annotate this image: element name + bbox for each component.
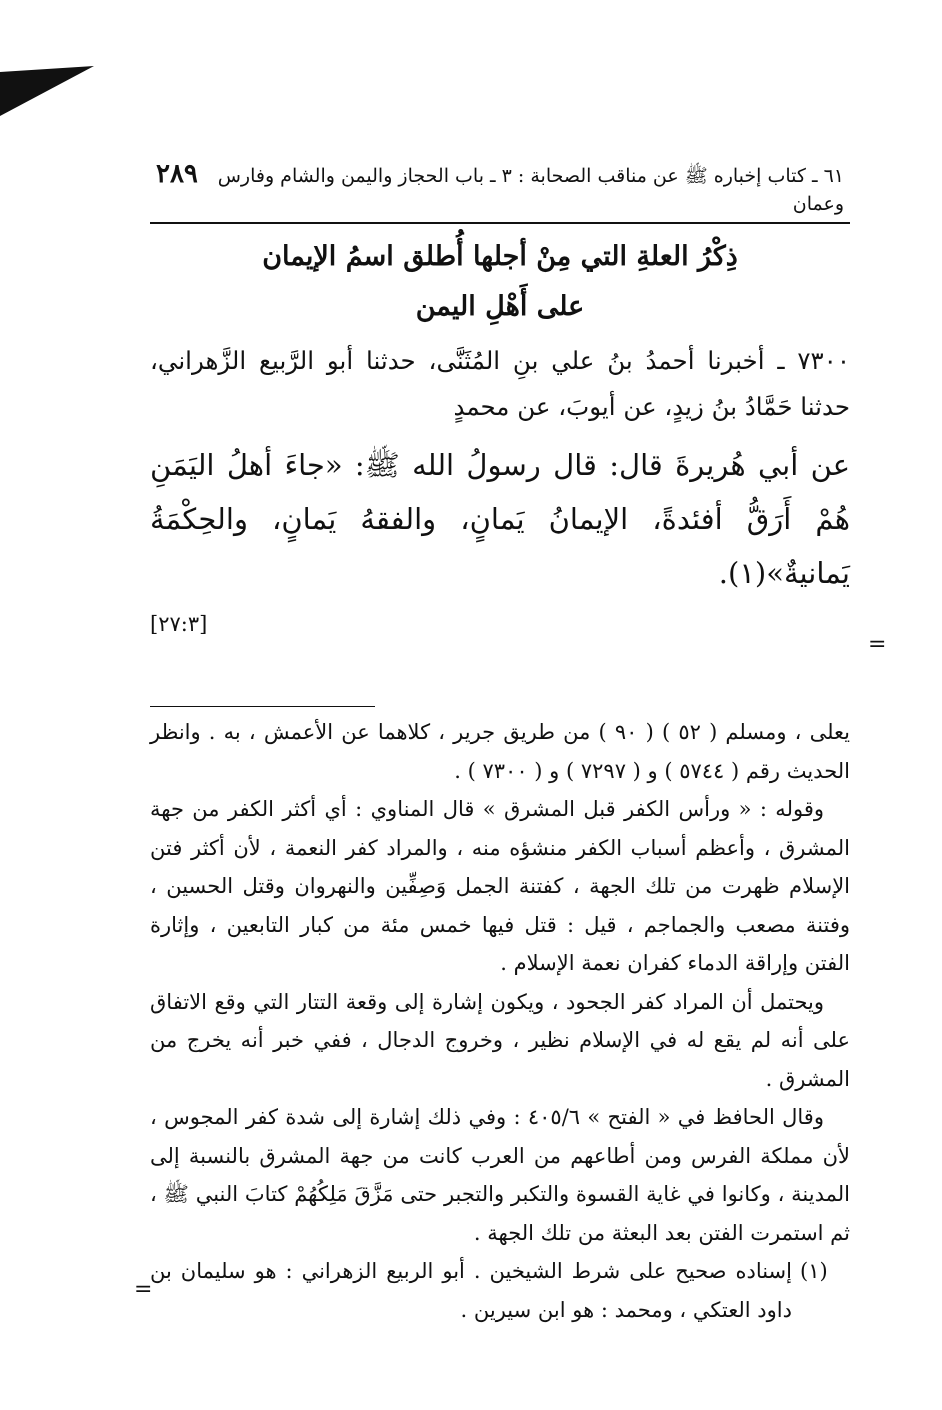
footnote-paragraph: وقال الحافظ في « الفتح » ٤٠٥/٦ : وفي ذلك إشارة إلى شدة كفر المجوس ، لأن مملكة الفرس ومن أطاعهم من العرب كانت من جهة المشرق بالنسبة إلى المدينة ، وكانوا في غاية القسوة والتكبر والتجبر حتى مَزَّقَ مَلِكُهُمْ كتابَ النبي ﷺ ، ثم استمرت الفتن بعد البعثة من تلك الجهة . bbox=[150, 1105, 850, 1245]
footnote-1 bbox=[150, 1252, 850, 1329]
footnote-paragraph: يعلى ، ومسلم ( ٥٢ ) ( ٩٠ ) من طريق جرير ، كلاهما عن الأعمش ، به . وانظر الحديث رقم ( ٥٧٤٤ ) و ( ٧٢٩٧ ) و ( ٧٣٠٠ ) . bbox=[150, 720, 851, 783]
footnote-paragraph: وقوله : « ورأس الكفر قبل المشرق » قال المناوي : أي أكثر الكفر من جهة المشرق ، وأعظم أسباب الكفر منشؤه منه ، والمراد كفر النعمة ، لأن أكثر فتن الإسلام ظهرت من تلك الجهة ، كفتنة الجمل وَصِفِّين والنهروان وقتل الحسين ، وفتنة مصعب والجماجم ، قيل : قتل فيها خمس مئة من كبار التابعين ، وإثارة الفتن وإراقة الدماء كفران نعمة الإسلام . bbox=[150, 797, 850, 975]
footnote-paragraph: ويحتمل أن المراد كفر الجحود ، ويكون إشارة إلى وقعة التتار التي وقع الاتفاق على أنه لم يقع له في الإسلام نظير ، وخروج الدجال ، ففي خبر أنه يخرج من المشرق . bbox=[150, 989, 850, 1091]
section-title-line-1: ذِكْرُ العلةِ التي مِنْ أجلها أُطلق اسمُ الإيمان bbox=[262, 241, 738, 272]
footnote-divider bbox=[150, 706, 375, 707]
section-title bbox=[150, 232, 850, 332]
continuation-mark-start: = bbox=[868, 632, 887, 657]
hadith-isnad: ٧٣٠٠ ـ أخبرنا أحمدُ بنُ علي بنِ المُثَنَّى، حدثنا أبو الرَّبيع الزَّهراني، حدثنا حَمَّادُ بنُ زيدٍ، عن أيوبَ، عن محمدٍ bbox=[150, 346, 850, 421]
book-page bbox=[150, 160, 850, 1329]
footnote-continuation bbox=[150, 713, 850, 1252]
footnote-text: إسناده صحيح على شرط الشيخين . أبو الربيع الزهراني : هو سليمان بن داود العتكي ، ومحمد : هو ابن سيرين . bbox=[150, 1259, 792, 1322]
chapter-heading: ٦١ ـ كتاب إخباره ﷺ عن مناقب الصحابة : ٣ ـ باب الحجاز واليمن والشام وفارس وعمان bbox=[217, 165, 844, 215]
section-title-line-2: على أَهْلِ اليمن bbox=[415, 291, 585, 322]
page-number: ٢٨٩ bbox=[156, 159, 198, 189]
hadith-matn: عن أبي هُريرةَ قال: قال رسولُ الله ﷺ: «جاءَ أهلُ اليَمَنِ هُمْ أَرَقُّ أفئدةً، الإيمانُ يَمانٍ، والفقهُ يَمانٍ، والحِكْمَةُ يَمانيةٌ»(١). bbox=[150, 448, 850, 590]
page-corner-mark bbox=[0, 60, 96, 120]
running-header bbox=[150, 160, 850, 224]
footnote-number: (١) bbox=[800, 1259, 828, 1283]
continuation-mark-end: = bbox=[134, 1277, 153, 1302]
hadith-reference: [٢٧:٣] bbox=[150, 612, 208, 636]
